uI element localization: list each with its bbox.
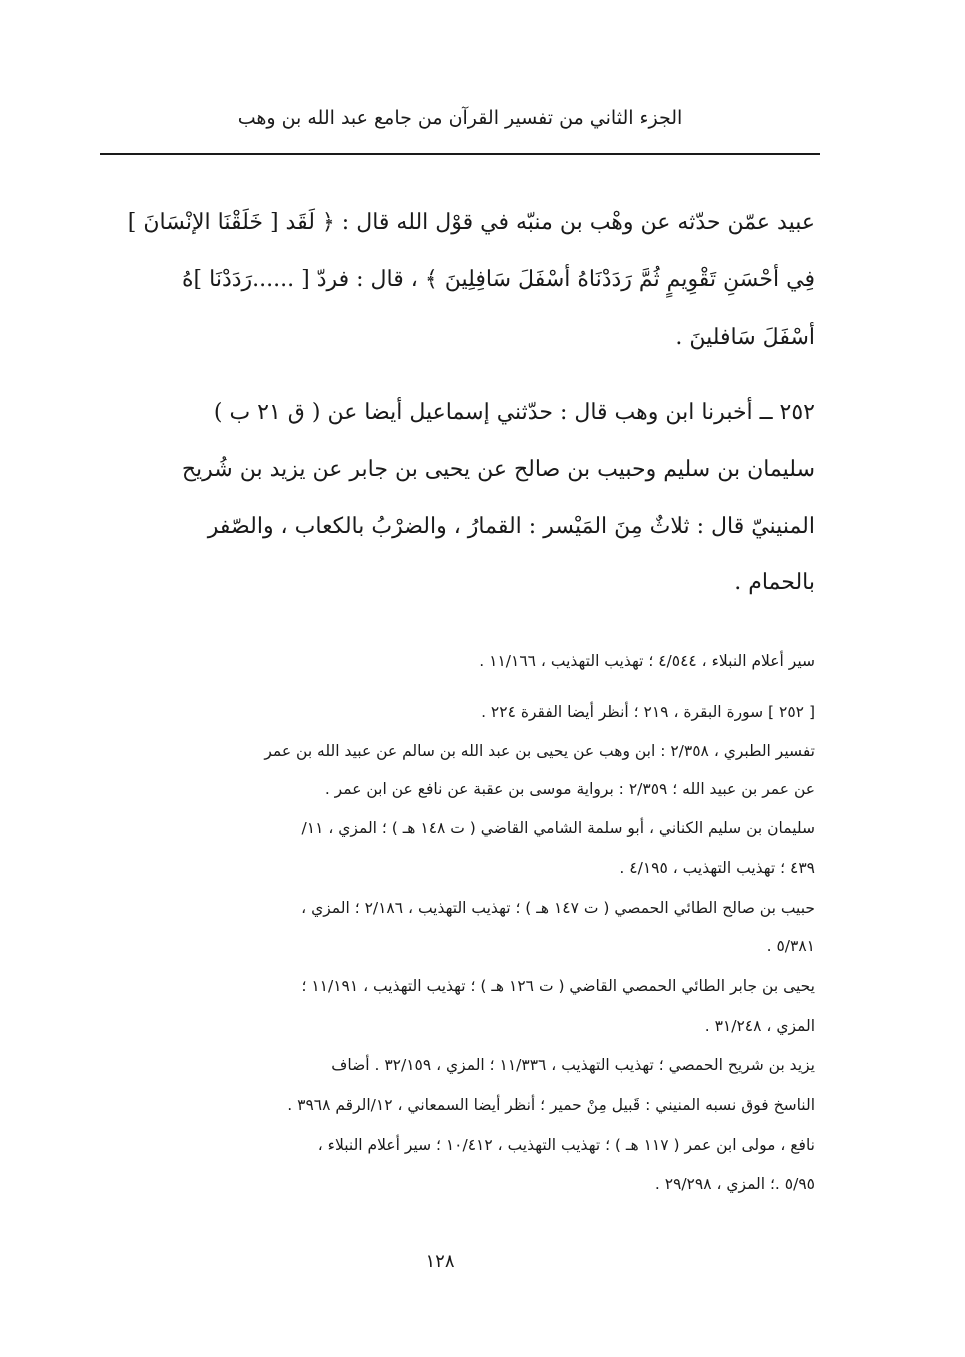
footnote-line-7: حبيب بن صالح الطائي الحمصي ( ت ١٤٧ هـ ) ؛ تهذيب التهذيب ، ٢/١٨٦ ؛ المزي ،	[301, 899, 815, 917]
body-line-2: فِي أحْسَنِ تَقْوِيمٍ ثُمَّ رَدَدْنَاهُ أسْفَلَ سَافِلِينَ ﴾ ، قال : فردّ [ ......رَدَدْنَا ]هُ	[182, 267, 815, 292]
paragraph-252-line-1: ٢٥٢ ــ أخبرنا ابن وهب قال : حدّثني إسماعيل أيضا عن ( ق ٢١ ب )	[213, 400, 815, 425]
footnote-line-9: يحيى بن جابر الطائي الحمصي القاضي ( ت ١٢٦ هـ ) ؛ تهذيب التهذيب ، ١١/١٩١ ؛	[301, 977, 815, 995]
paragraph-252-line-2: سليمان بن سليم وحبيب بن صالح عن يحيى بن جابر عن يزيد بن شُريح	[181, 457, 815, 482]
footnote-line-14: ٥/٩٥ .؛ المزي ، ٢٩/٢٩٨ .	[654, 1175, 815, 1193]
footnote-line-13: نافع ، مولى ابن عمر ( ١١٧ هـ ) ؛ تهذيب التهذيب ، ١٠/٤١٢ ؛ سير أعلام النبلاء ،	[317, 1136, 815, 1154]
footnote-line-8: ٥/٣٨١ .	[766, 937, 815, 955]
footnote-line-3: تفسير الطبري ، ٢/٣٥٨ : ابن وهب عن يحيى بن عبد الله بن سالم عن عبيد الله بن عمر	[264, 742, 815, 760]
header-rule	[100, 153, 820, 155]
footnote-line-4: عن عمر بن عبيد الله ؛ ٢/٣٥٩ : برواية موسى بن عقبة عن نافع عن ابن عمر .	[324, 780, 815, 798]
footnote-line-2: [ ٢٥٢ ] سورة البقرة ، ٢١٩ ؛ أنظر أيضا الفقرة ٢٢٤ .	[481, 703, 815, 721]
paragraph-252-line-4: بالحمام .	[734, 570, 815, 595]
footnote-line-5: سليمان بن سليم الكناني ، أبو سلمة الشامي القاضي ( ت ١٤٨ هـ ) ؛ المزي ، ١١/	[301, 819, 815, 837]
footnote-line-12: الناسخ فوق نسبه المنيني : قَبيل مِنْ حمير ؛ أنظر أيضا السمعاني ، ١٢/الرقم ٣٩٦٨ .	[287, 1096, 815, 1114]
footnote-line-11: يزيد بن شريح الحمصي ؛ تهذيب التهذيب ، ١١/٣٣٦ ؛ المزي ، ٣٢/١٥٩ . أضاف	[331, 1056, 815, 1074]
running-header-title: الجزء الثاني من تفسير القرآن من جامع عبد الله بن وهب	[237, 107, 683, 129]
footnote-line-1: سير أعلام النبلاء ، ٤/٥٤٤ ؛ تهذيب التهذيب ، ١١/١٦٦ .	[479, 652, 815, 670]
footnote-line-6: ٤٣٩ ؛ تهذيب التهذيب ، ٤/١٩٥ .	[619, 859, 815, 877]
page-number: ١٢٨	[425, 1251, 455, 1272]
body-line-1: عبيد عمّن حدّثه عن وهْب بن منبّه في قوْل الله قال : ﴿ لَقَد [ خَلَقْنَا الإنْسَانَ ]	[127, 210, 815, 235]
body-line-3: أسْفَلَ سَافلينَ .	[675, 325, 815, 350]
footnote-line-10: المزي ، ٣١/٢٤٨ .	[704, 1017, 815, 1035]
paragraph-252-line-3: المنينيّ قال : ثلاثٌ مِنَ المَيْسر : القمارُ ، والضرْبُ بالكعاب ، والصّفر	[207, 514, 815, 539]
